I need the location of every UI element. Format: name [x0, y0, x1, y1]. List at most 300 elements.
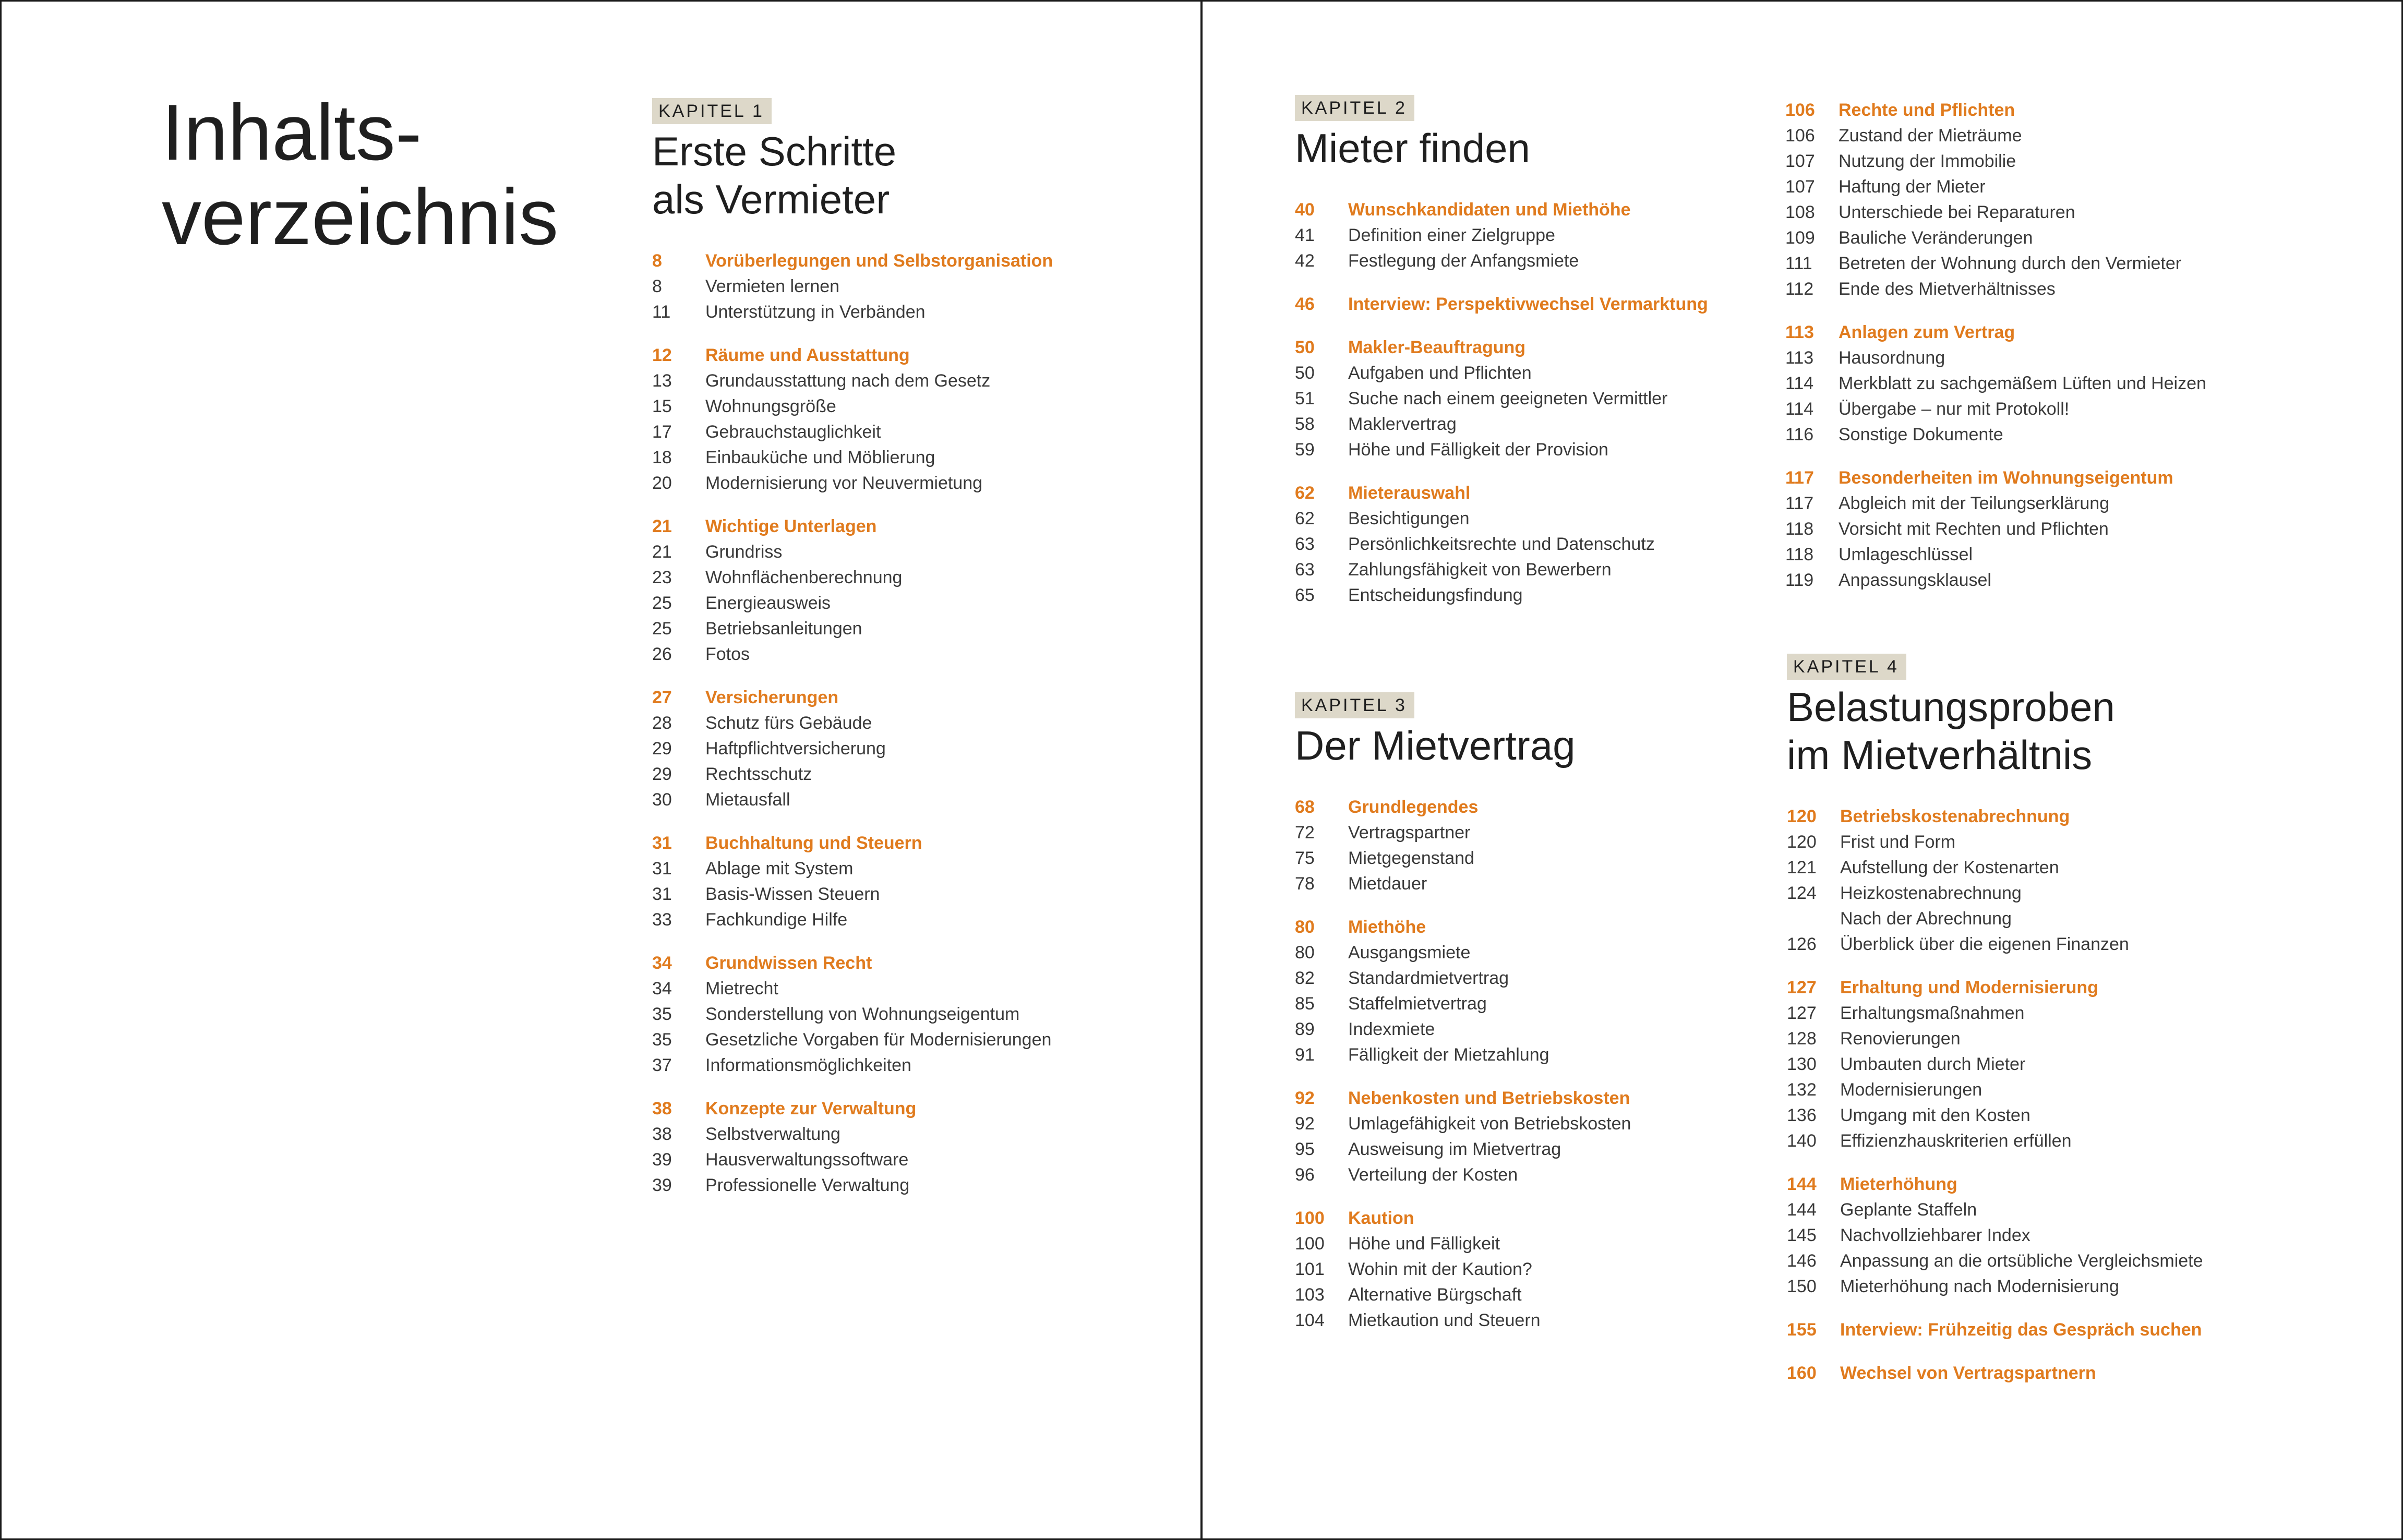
chapter-2-column — [1295, 95, 1764, 626]
entry-page-number: 26 — [652, 644, 672, 664]
entry-title: Wohnflächenberechnung — [705, 568, 903, 587]
entry-page-number: 34 — [652, 979, 672, 998]
toc-entry — [1787, 1197, 2256, 1223]
toc-entry — [1295, 966, 1764, 991]
entry-page-number: 95 — [1295, 1139, 1315, 1159]
entry-title: Nutzung der Immobilie — [1839, 151, 2016, 171]
toc-entry — [1295, 1257, 1764, 1282]
entry-page-number: 106 — [1785, 126, 1815, 146]
toc-entry — [652, 1053, 1122, 1078]
toc-entry — [652, 642, 1122, 667]
chapter-label: KAPITEL 1 — [652, 98, 772, 124]
entry-title: Umgang mit den Kosten — [1840, 1105, 2030, 1125]
section-title: Vorüberlegungen und Selbstorganisation — [705, 251, 1053, 271]
section-title: Kaution — [1348, 1208, 1414, 1228]
entry-page-number: 63 — [1295, 534, 1315, 554]
section-title: Anlagen zum Vertrag — [1839, 322, 2015, 342]
entry-page-number: 65 — [1295, 585, 1315, 605]
entry-title: Bauliche Veränderungen — [1839, 228, 2033, 248]
chapter-label: KAPITEL 4 — [1787, 654, 1906, 680]
entry-title: Maklervertrag — [1348, 414, 1457, 434]
section-page-number: 100 — [1295, 1208, 1325, 1228]
entry-title: Mietkaution und Steuern — [1348, 1310, 1541, 1330]
toc-section — [1787, 804, 2256, 957]
entry-page-number: 130 — [1787, 1054, 1817, 1074]
entry-page-number: 41 — [1295, 225, 1315, 245]
entry-title: Mietgegenstand — [1348, 848, 1474, 868]
entry-title: Zahlungsfähigkeit von Bewerbern — [1348, 560, 1612, 580]
entry-page-number: 63 — [1295, 560, 1315, 580]
entry-page-number — [1787, 906, 1840, 932]
toc-section — [1785, 98, 2255, 302]
section-title: Versicherungen — [705, 688, 839, 707]
entry-page-number: 39 — [652, 1175, 672, 1195]
entry-title: Effizienzhauskriterien erfüllen — [1840, 1131, 2072, 1151]
entry-page-number: 42 — [1295, 251, 1315, 271]
entry-title: Ablage mit System — [705, 859, 854, 879]
entry-title: Mietrecht — [705, 979, 778, 998]
entry-page-number: 18 — [652, 448, 672, 467]
toc-entry — [1785, 123, 2255, 149]
toc-entry — [1787, 1001, 2256, 1026]
section-heading — [1295, 1086, 1764, 1111]
entry-page-number: 150 — [1787, 1277, 1817, 1296]
entry-title: Höhe und Fälligkeit der Provision — [1348, 440, 1608, 460]
toc-entry — [652, 591, 1122, 616]
entry-page-number: 17 — [652, 422, 672, 442]
entry-title: Anpassungsklausel — [1839, 570, 1991, 590]
toc-entry — [1785, 251, 2255, 276]
chapter-title — [1295, 721, 1764, 769]
entry-page-number: 128 — [1787, 1029, 1817, 1049]
entry-title: Heizkostenabrechnung — [1840, 883, 2022, 903]
section-page-number: 8 — [652, 251, 662, 271]
section-page-number: 40 — [1295, 200, 1315, 220]
toc-entry — [1787, 1026, 2256, 1052]
toc-entry — [652, 274, 1122, 299]
chapter-title — [652, 127, 1122, 223]
section-title: Grundwissen Recht — [705, 953, 872, 973]
entry-page-number: 20 — [652, 473, 672, 493]
entry-title: Sonderstellung von Wohnungseigentum — [705, 1004, 1020, 1024]
entry-title: Fachkundige Hilfe — [705, 910, 848, 930]
entry-page-number: 29 — [652, 764, 672, 784]
toc-entry — [1787, 1128, 2256, 1154]
toc-entry — [1787, 1274, 2256, 1300]
section-page-number: 155 — [1787, 1320, 1817, 1340]
section-page-number: 113 — [1785, 322, 1814, 342]
entry-page-number: 11 — [652, 302, 671, 322]
entry-title: Selbstverwaltung — [705, 1124, 840, 1144]
entry-title: Mietausfall — [705, 790, 790, 810]
entry-title: Abgleich mit der Teilungserklärung — [1839, 494, 2110, 513]
entry-page-number: 23 — [652, 568, 672, 587]
entry-page-number: 59 — [1295, 440, 1315, 460]
toc-entry — [1295, 532, 1764, 557]
toc-entry — [652, 565, 1122, 591]
toc-entry — [652, 856, 1122, 882]
entry-title: Umlageschlüssel — [1839, 545, 1973, 564]
entry-page-number: 89 — [1295, 1019, 1315, 1039]
toc-entry — [1785, 200, 2255, 225]
entry-page-number: 85 — [1295, 994, 1315, 1014]
toc-section — [1787, 975, 2256, 1154]
toc-entry — [1785, 149, 2255, 174]
toc-entry — [1787, 1052, 2256, 1077]
toc-entry — [652, 445, 1122, 471]
toc-entry — [1295, 991, 1764, 1017]
section-page-number: 12 — [652, 345, 672, 365]
section-heading — [1295, 480, 1764, 506]
entry-title: Merkblatt zu sachgemäßem Lüften und Heizen — [1839, 374, 2206, 393]
entry-page-number: 118 — [1785, 519, 1814, 539]
toc-section — [652, 831, 1122, 933]
entry-page-number: 91 — [1295, 1045, 1315, 1065]
entry-title: Verteilung der Kosten — [1348, 1165, 1518, 1185]
section-heading — [1295, 335, 1764, 360]
entry-title: Betriebsanleitungen — [705, 619, 862, 639]
section-title: Rechte und Pflichten — [1839, 100, 2015, 120]
toc-entry — [1295, 557, 1764, 583]
entry-title: Schutz fürs Gebäude — [705, 713, 872, 733]
toc-entry — [652, 1147, 1122, 1173]
entry-page-number: 31 — [652, 884, 672, 904]
entry-title: Umlagefähigkeit von Betriebskosten — [1348, 1114, 1631, 1134]
section-page-number: 92 — [1295, 1088, 1315, 1108]
toc-entry — [1787, 881, 2256, 906]
entry-title: Entscheidungsfindung — [1348, 585, 1523, 605]
entry-page-number: 51 — [1295, 389, 1315, 408]
section-heading — [1785, 320, 2255, 345]
entry-page-number: 126 — [1787, 934, 1817, 954]
toc-entry — [1785, 371, 2255, 396]
toc-entry — [652, 787, 1122, 813]
entry-title: Vermieten lernen — [705, 276, 840, 296]
entry-title: Aufgaben und Pflichten — [1348, 363, 1532, 383]
entry-title: Fotos — [705, 644, 750, 664]
toc-section — [1787, 1317, 2256, 1343]
toc-section — [1295, 197, 1764, 274]
entry-title: Fälligkeit der Mietzahlung — [1348, 1045, 1549, 1065]
section-title: Interview: Frühzeitig das Gespräch suchen — [1840, 1320, 2202, 1340]
entry-title: Ausgangsmiete — [1348, 943, 1471, 962]
entry-title: Professionelle Verwaltung — [705, 1175, 910, 1195]
toc-entry — [1787, 1077, 2256, 1103]
entry-title: Grundriss — [705, 542, 783, 562]
entry-title: Aufstellung der Kostenarten — [1840, 858, 2059, 877]
entry-title: Sonstige Dokumente — [1839, 425, 2003, 444]
entry-title: Informationsmöglichkeiten — [705, 1055, 911, 1075]
entry-page-number: 104 — [1295, 1310, 1325, 1330]
toc-section — [1295, 480, 1764, 608]
toc-section — [1295, 795, 1764, 897]
toc-entry — [652, 976, 1122, 1002]
section-heading — [1785, 465, 2255, 491]
entry-page-number: 111 — [1785, 254, 1812, 273]
toc-entry — [1787, 906, 2256, 932]
entry-title: Renovierungen — [1840, 1029, 1961, 1049]
toc-entry — [1787, 932, 2256, 957]
entry-page-number: 112 — [1785, 279, 1814, 299]
entry-page-number: 29 — [652, 739, 672, 759]
entry-page-number: 58 — [1295, 414, 1315, 434]
chapter-title — [1787, 683, 2256, 779]
toc-entry — [1295, 412, 1764, 437]
section-heading — [652, 343, 1122, 368]
toc-section — [1785, 320, 2255, 448]
section-page-number: 144 — [1787, 1174, 1817, 1194]
toc-entry — [1295, 223, 1764, 248]
toc-entry — [1295, 871, 1764, 897]
section-title: Buchhaltung und Steuern — [705, 833, 922, 853]
entry-title: Besichtigungen — [1348, 509, 1470, 528]
main-title — [162, 90, 558, 259]
chapter-label: KAPITEL 2 — [1295, 95, 1414, 121]
toc-section — [1295, 292, 1764, 317]
entry-title: Geplante Staffeln — [1840, 1200, 1977, 1220]
entry-page-number: 113 — [1785, 348, 1814, 368]
entry-title: Hausordnung — [1839, 348, 1945, 368]
entry-title: Zustand der Mieträume — [1839, 126, 2022, 146]
entry-page-number: 107 — [1785, 151, 1815, 171]
toc-entry — [1295, 1017, 1764, 1042]
entry-page-number: 8 — [652, 276, 662, 296]
section-heading — [1295, 1206, 1764, 1231]
toc-entry — [1785, 225, 2255, 251]
entry-page-number: 25 — [652, 593, 672, 613]
section-page-number: 117 — [1785, 468, 1814, 488]
toc-section — [1785, 465, 2255, 593]
toc-entry — [1787, 1248, 2256, 1274]
toc-entry — [1785, 542, 2255, 568]
entry-title: Rechtsschutz — [705, 764, 812, 784]
toc-entry — [1787, 829, 2256, 855]
entry-title: Definition einer Zielgruppe — [1348, 225, 1555, 245]
toc-entry — [1295, 248, 1764, 274]
section-heading — [652, 248, 1122, 274]
section-heading — [652, 514, 1122, 539]
toc-entry — [1295, 437, 1764, 463]
entry-page-number: 119 — [1785, 570, 1814, 590]
entry-page-number: 132 — [1787, 1080, 1817, 1100]
toc-section — [652, 1096, 1122, 1198]
entry-title: Suche nach einem geeigneten Vermittler — [1348, 389, 1668, 408]
toc-section — [652, 951, 1122, 1078]
entry-page-number: 35 — [652, 1030, 672, 1050]
toc-entry — [1295, 1137, 1764, 1162]
main-title-line: verzeichnis — [162, 173, 559, 261]
toc-entry — [1295, 820, 1764, 846]
entry-page-number: 140 — [1787, 1131, 1817, 1151]
toc-section — [1295, 1086, 1764, 1188]
section-title: Betriebskostenabrechnung — [1840, 807, 2070, 826]
entry-page-number: 96 — [1295, 1165, 1315, 1185]
section-heading — [1295, 197, 1764, 223]
section-heading — [1787, 1317, 2256, 1343]
section-title: Wunschkandidaten und Miethöhe — [1348, 200, 1631, 220]
toc-entry — [652, 736, 1122, 762]
entry-title: Umbauten durch Mieter — [1840, 1054, 2026, 1074]
section-title: Interview: Perspektivwechsel Vermarktung — [1348, 294, 1708, 314]
entry-title: Mieterhöhung nach Modernisierung — [1840, 1277, 2119, 1296]
section-page-number: 38 — [652, 1099, 672, 1118]
toc-entry — [1295, 1111, 1764, 1137]
entry-page-number: 124 — [1787, 883, 1817, 903]
entry-page-number: 39 — [652, 1150, 672, 1170]
toc-entry — [1785, 516, 2255, 542]
section-title: Mieterhöhung — [1840, 1174, 1957, 1194]
entry-title: Modernisierungen — [1840, 1080, 1983, 1100]
section-title: Räume und Ausstattung — [705, 345, 910, 365]
toc-entry — [1787, 855, 2256, 881]
entry-title: Ende des Mietverhältnisses — [1839, 279, 2056, 299]
toc-entry — [652, 711, 1122, 736]
chapter-3-continued-column — [1785, 98, 2255, 611]
entry-title: Gesetzliche Vorgaben für Modernisierungen — [705, 1030, 1052, 1050]
entry-page-number: 72 — [1295, 823, 1315, 843]
entry-page-number: 21 — [652, 542, 672, 562]
entry-page-number: 15 — [652, 396, 672, 416]
section-heading — [1787, 975, 2256, 1001]
section-title: Grundlegendes — [1348, 797, 1479, 817]
toc-entry — [1785, 174, 2255, 200]
entry-page-number: 33 — [652, 910, 672, 930]
toc-section — [1787, 1361, 2256, 1386]
section-page-number: 80 — [1295, 917, 1315, 937]
toc-entry — [1295, 1308, 1764, 1333]
entry-page-number: 145 — [1787, 1225, 1817, 1245]
chapter-title-line: Erste Schritte — [652, 128, 897, 174]
chapter-title-line: als Vermieter — [652, 176, 890, 222]
entry-page-number: 38 — [652, 1124, 672, 1144]
toc-entry — [1295, 386, 1764, 412]
toc-section — [652, 685, 1122, 813]
chapter-1-column — [652, 98, 1122, 1216]
entry-title: Höhe und Fälligkeit — [1348, 1234, 1500, 1254]
toc-entry — [652, 299, 1122, 325]
chapter-title-line: Belastungsproben — [1787, 684, 2115, 730]
toc-section — [1295, 1206, 1764, 1333]
main-title-line: Inhalts- — [162, 88, 422, 177]
entry-page-number: 30 — [652, 790, 672, 810]
entry-title: Gebrauchstauglichkeit — [705, 422, 881, 442]
chapter-4-column — [1787, 654, 2256, 1404]
section-heading — [1295, 795, 1764, 820]
entry-page-number: 116 — [1785, 425, 1814, 444]
entry-title: Nachvollziehbarer Index — [1840, 1225, 2030, 1245]
toc-section — [1295, 335, 1764, 463]
entry-title: Unterschiede bei Reparaturen — [1839, 202, 2075, 222]
section-page-number: 50 — [1295, 338, 1315, 357]
toc-entry — [652, 471, 1122, 496]
toc-section — [1787, 1172, 2256, 1300]
section-title: Makler-Beauftragung — [1348, 338, 1526, 357]
chapter-title-line: Mieter finden — [1295, 125, 1530, 171]
section-page-number: 120 — [1787, 807, 1817, 826]
toc-entry — [1295, 360, 1764, 386]
entry-title: Hausverwaltungssoftware — [705, 1150, 909, 1170]
section-page-number: 62 — [1295, 483, 1315, 503]
entry-title: Energieausweis — [705, 593, 831, 613]
toc-entry — [652, 394, 1122, 419]
section-heading — [652, 951, 1122, 976]
entry-page-number: 114 — [1785, 374, 1814, 393]
section-title: Nebenkosten und Betriebskosten — [1348, 1088, 1630, 1108]
entry-page-number: 78 — [1295, 874, 1315, 894]
toc-entry — [1295, 1162, 1764, 1188]
chapter-label: KAPITEL 3 — [1295, 692, 1414, 718]
section-title: Mieterauswahl — [1348, 483, 1471, 503]
toc-entry — [1787, 1103, 2256, 1128]
toc-entry — [1785, 568, 2255, 593]
toc-entry — [652, 1002, 1122, 1027]
entry-page-number: 13 — [652, 371, 672, 391]
section-page-number: 27 — [652, 688, 672, 707]
entry-page-number: 50 — [1295, 363, 1315, 383]
toc-entry — [1785, 345, 2255, 371]
toc-entry — [652, 1122, 1122, 1147]
toc-entry — [1295, 940, 1764, 966]
entry-title: Standardmietvertrag — [1348, 968, 1509, 988]
toc-entry — [652, 616, 1122, 642]
entry-title: Grundausstattung nach dem Gesetz — [705, 371, 991, 391]
entry-page-number: 117 — [1785, 494, 1814, 513]
toc-entry — [1785, 396, 2255, 422]
entry-page-number: 118 — [1785, 545, 1814, 564]
entry-page-number: 127 — [1787, 1003, 1817, 1023]
entry-title: Wohin mit der Kaution? — [1348, 1259, 1532, 1279]
entry-page-number: 120 — [1787, 832, 1817, 852]
section-heading — [652, 685, 1122, 711]
section-heading — [1295, 292, 1764, 317]
toc-entry — [652, 907, 1122, 933]
toc-entry — [1787, 1223, 2256, 1248]
entry-title: Staffelmietvertrag — [1348, 994, 1487, 1014]
entry-page-number: 82 — [1295, 968, 1315, 988]
section-page-number: 31 — [652, 833, 672, 853]
entry-title: Erhaltungsmaßnahmen — [1840, 1003, 2025, 1023]
toc-entry — [1785, 491, 2255, 516]
entry-page-number: 92 — [1295, 1114, 1315, 1134]
entry-title: Überblick über die eigenen Finanzen — [1840, 934, 2129, 954]
entry-page-number: 144 — [1787, 1200, 1817, 1220]
entry-page-number: 80 — [1295, 943, 1315, 962]
toc-entry — [1295, 1042, 1764, 1068]
chapter-title — [1295, 124, 1764, 172]
entry-page-number: 100 — [1295, 1234, 1325, 1254]
entry-title: Indexmiete — [1348, 1019, 1435, 1039]
entry-title: Vorsicht mit Rechten und Pflichten — [1839, 519, 2109, 539]
entry-page-number: 31 — [652, 859, 672, 879]
entry-title: Nach der Abrechnung — [1840, 909, 2012, 929]
toc-entry — [1785, 422, 2255, 448]
section-heading — [652, 1096, 1122, 1122]
entry-page-number: 101 — [1295, 1259, 1325, 1279]
entry-page-number: 35 — [652, 1004, 672, 1024]
section-title: Miethöhe — [1348, 917, 1426, 937]
toc-section — [652, 343, 1122, 496]
entry-title: Mietdauer — [1348, 874, 1427, 894]
entry-page-number: 109 — [1785, 228, 1815, 248]
section-page-number: 106 — [1785, 100, 1815, 120]
section-title: Wichtige Unterlagen — [705, 516, 877, 536]
toc-entry — [652, 539, 1122, 565]
entry-title: Betreten der Wohnung durch den Vermieter — [1839, 254, 2182, 273]
toc-entry — [652, 419, 1122, 445]
entry-title: Übergabe – nur mit Protokoll! — [1839, 399, 2070, 419]
entry-page-number: 25 — [652, 619, 672, 639]
entry-title: Festlegung der Anfangsmiete — [1348, 251, 1579, 271]
